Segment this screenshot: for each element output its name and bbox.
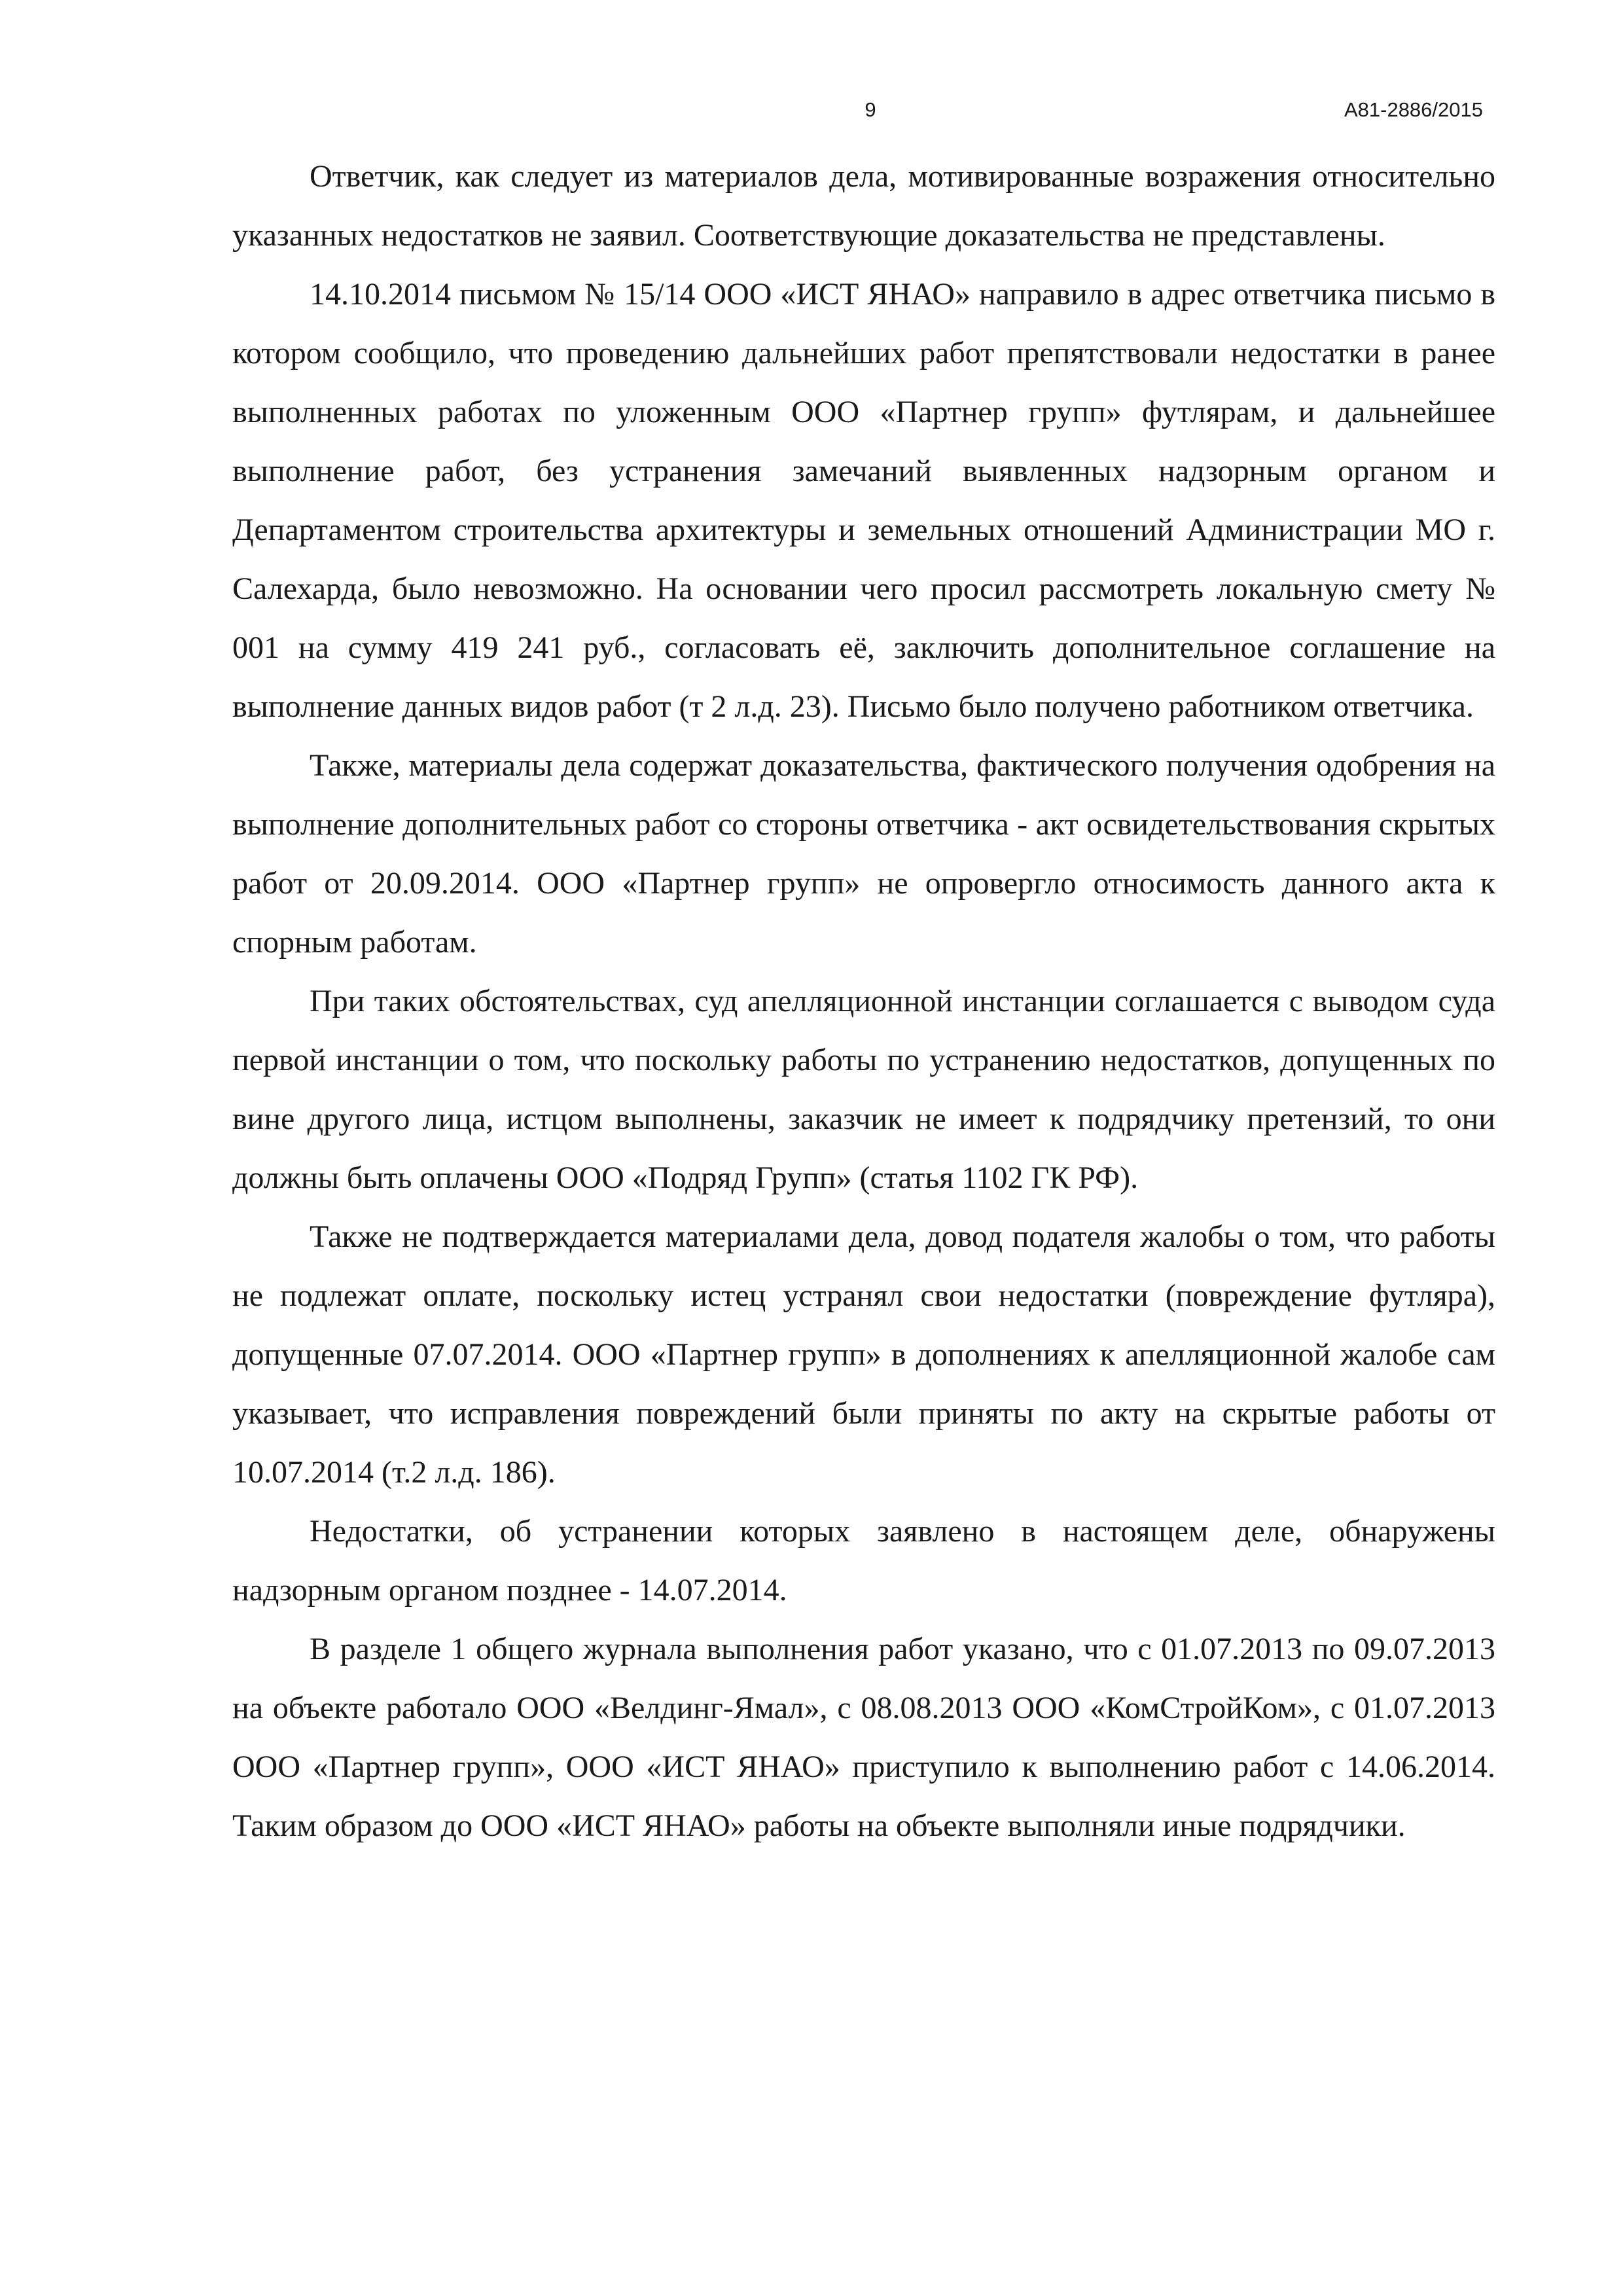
paragraph: Ответчик, как следует из материалов дела, мотивированные возражения относительно указанных недостатков не заявил. Соответствующие доказательства не представлены. — [232, 159, 1495, 253]
case-number: А81-2886/2015 — [1344, 98, 1483, 121]
paragraph: В разделе 1 общего журнала выполнения работ указано, что с 01.07.2013 по 09.07.2013 на объекте работало ООО «Велдинг-Ямал», с 08.08.2013 ООО «КомСтройКом», с 01.07.2013 ООО «Партнер групп», ООО «ИСТ ЯНАО» приступило к выполнению работ с 14.06.2014. Таким образом до ООО «ИСТ ЯНАО» работы на объекте выполняли иные подрядчики. — [232, 1632, 1495, 1843]
paragraph: Также, материалы дела содержат доказательства, фактического получения одобрения на выполнение дополнительных работ со стороны ответчика - акт освидетельствования скрытых работ от 20.09.2014. ООО «Партнер групп» не опровергло относимость данного акта к спорным работам. — [232, 748, 1495, 960]
paragraph: Также не подтверждается материалами дела, довод подателя жалобы о том, что работы не подлежат оплате, поскольку истец устранял свои недостатки (повреждение футляра), допущенные 07.07.2014. ООО «Партнер групп» в дополнениях к апелляционной жалобе сам указывает, что исправления повреждений были приняты по акту на скрытые работы от 10.07.2014 (т.2 л.д. 186). — [232, 1219, 1495, 1490]
paragraph: 14.10.2014 письмом № 15/14 ООО «ИСТ ЯНАО» направило в адрес ответчика письмо в котором сообщило, что проведению дальнейших работ препятствовали недостатки в ранее выполненных работах по уложенным ООО «Партнер групп» футлярам, и дальнейшее выполнение работ, без устранения замечаний выявленных надзорным органом и Департаментом строительства архитектуры и земельных отношений Администрации МО г. Салехарда, было невозможно. На основании чего просил рассмотреть локальную смету № 001 на сумму 419 241 руб., согласовать её, заключить дополнительное соглашение на выполнение данных видов работ (т 2 л.д. 23). Письмо было получено работником ответчика. — [232, 277, 1495, 724]
paragraph: Недостатки, об устранении которых заявлено в настоящем деле, обнаружены надзорным органом позднее - 14.07.2014. — [232, 1514, 1495, 1607]
page-number: 9 — [865, 98, 876, 121]
document-body — [232, 147, 1495, 1856]
paragraph: При таких обстоятельствах, суд апелляционной инстанции соглашается с выводом суда первой инстанции о том, что поскольку работы по устранению недостатков, допущенных по вине другого лица, истцом выполнены, заказчик не имеет к подрядчику претензий, то они должны быть оплачены ООО «Подряд Групп» (статья 1102 ГК РФ). — [232, 984, 1495, 1195]
